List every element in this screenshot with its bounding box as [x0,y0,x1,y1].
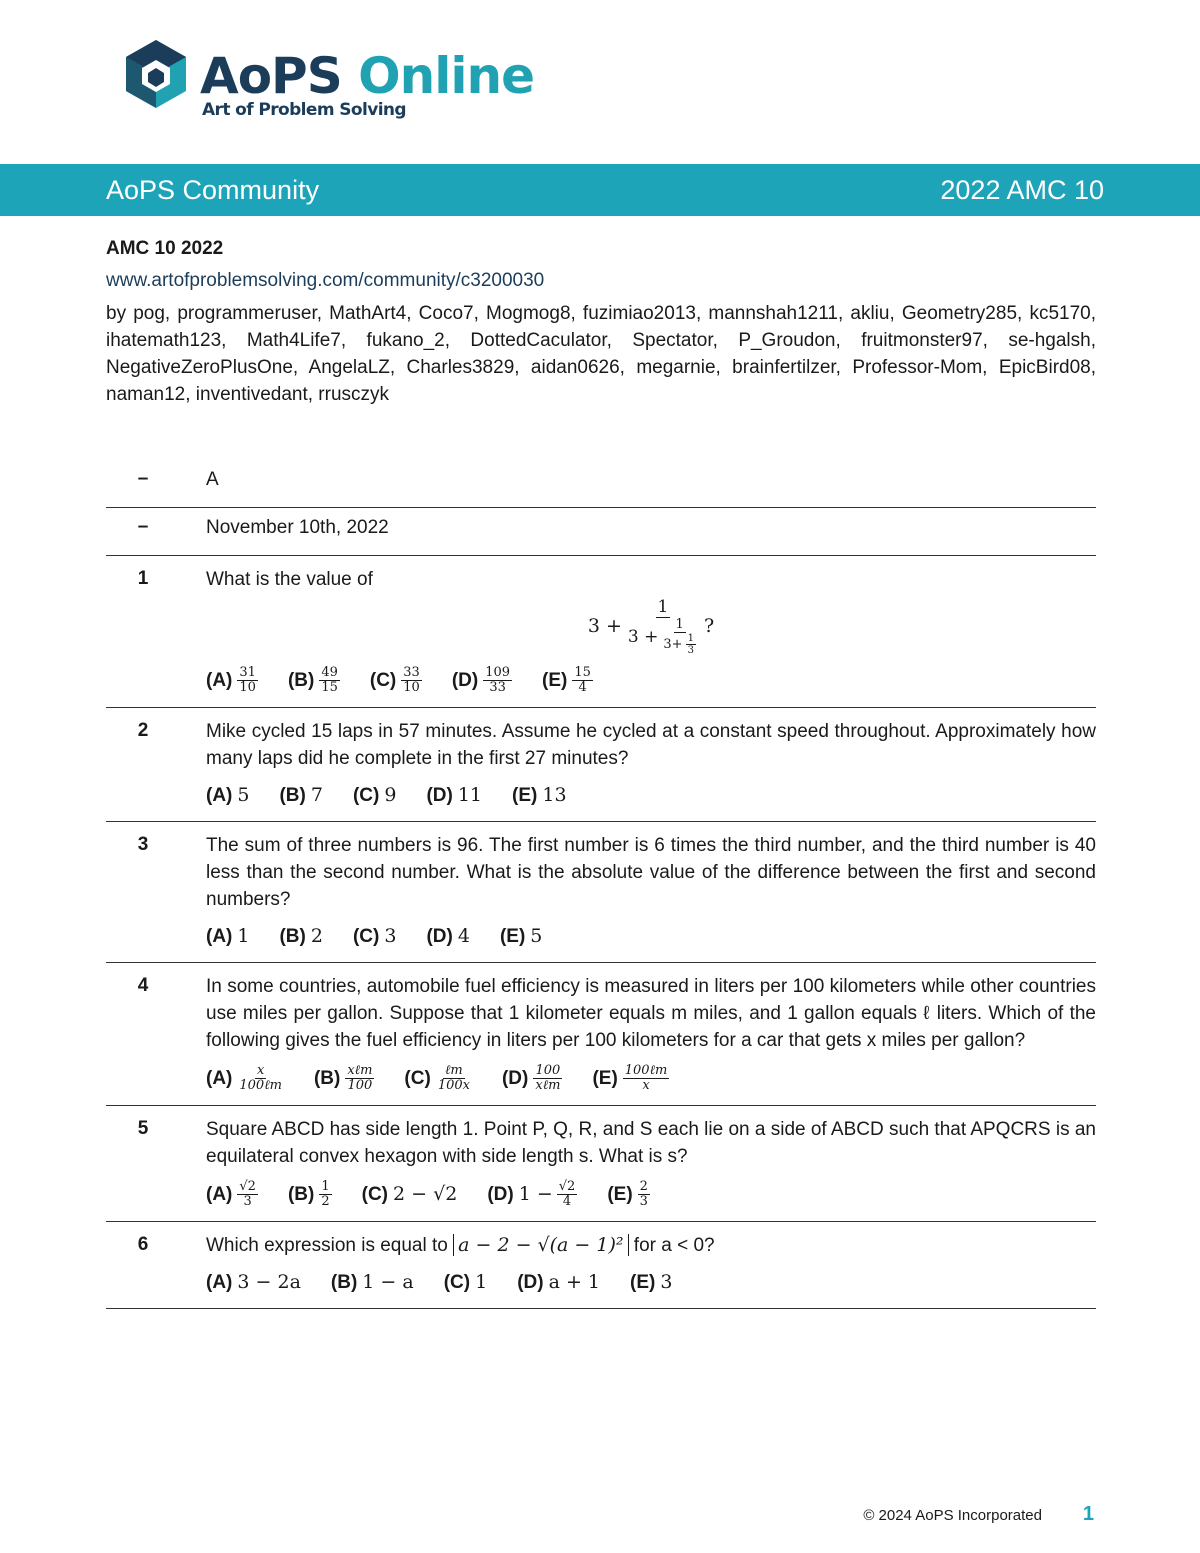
problem-2 [106,708,1096,822]
aops-online-logo[interactable] [124,38,544,128]
choice-b[interactable]: (B) 2 [279,925,323,947]
choice-d[interactable]: (D) $\frac{109}{33}$ [451,665,511,695]
answer-choices [206,1180,1096,1209]
choice-a[interactable]: (A) 1 [206,925,250,947]
problem-number: 5 [137,1118,149,1139]
continued-fraction: 3 + 1 3 + 1 3+ $\frac{1}{3}$ ? [587,597,715,656]
choice-b[interactable]: (B) $\frac{\text{xℓm}}{100}$ [313,1063,373,1093]
choice-c[interactable]: (C) 9 [352,784,397,806]
choice-d[interactable]: (D) 11 [426,784,483,806]
choice-d[interactable]: (D) 4 [426,925,470,947]
problem-1 [106,556,1096,708]
absolute-value-expression: a − 2 − √(a − 1)² [453,1234,628,1256]
problem-number: 4 [137,975,149,996]
problem-6 [106,1222,1096,1309]
choice-c[interactable]: (C) 1 [443,1271,488,1293]
problem-text: In some countries, automobile fuel efficiency is measured in liters per 100 kilometers while other countries use miles per gallon. Suppose that 1 kilometer equals m miles, and 1 gallon equals ℓ liters. Which of the following gives the fuel efficiency in liters per 100 kilometers for a car that gets x miles per gallon? [206,976,1096,1051]
choice-c[interactable]: (C) 2 − √2 [361,1183,458,1205]
contest-title: AMC 10 2022 [106,238,224,259]
choice-a[interactable]: (A) 5 [206,784,250,806]
row-marker: – [137,468,149,489]
aops-cube-icon [124,38,188,110]
logo-tagline: Art of Problem Solving [202,100,406,120]
choice-b[interactable]: (B) 1 − a [330,1271,414,1293]
header-row-contest [106,460,1096,508]
row-marker: – [137,516,149,537]
answer-choices [206,1064,1096,1093]
contest-meta [106,238,1096,408]
community-banner [0,164,1200,216]
choice-e[interactable]: (E) $\frac{15}{4}$ [542,665,591,695]
header-row-date [106,508,1096,556]
problem-4 [106,963,1096,1106]
choice-b[interactable]: (B) $\frac{49}{15}$ [287,665,338,695]
choice-a[interactable]: (A) $\frac{31}{10}$ [206,665,256,695]
problem-text: Square ABCD has side length 1. Point P, Q, R, and S each lie on a side of ABCD such that APQCRS is an equilateral convex hexagon with side length s. What is s? [206,1119,1096,1167]
choice-d[interactable]: (D) a + 1 [517,1271,601,1293]
problem-text: Which expression is equal to a − 2 − √(a − 1)² for a < 0? [206,1234,715,1256]
problem-5 [106,1106,1096,1222]
row-text: A [206,469,219,490]
choice-b[interactable]: (B) 7 [279,784,323,806]
banner-contest-title: 2022 AMC 10 [940,175,1104,205]
choice-c[interactable]: (C) 3 [352,925,397,947]
choice-e[interactable]: (E) $\frac{2}{3}$ [607,1179,648,1209]
choice-e[interactable]: (E) 3 [630,1271,673,1293]
problem-3 [106,822,1096,963]
row-text: November 10th, 2022 [206,517,389,538]
choice-b[interactable]: (B) $\frac{1}{2}$ [287,1179,330,1209]
page-number: 1 [1082,1503,1094,1525]
answer-choices [206,923,1096,950]
problem-text: The sum of three numbers is 96. The first number is 6 times the third number, and the third number is 40 less than the second number. What is the absolute value of the difference between the first and second numbers? [206,835,1096,910]
choice-e[interactable]: (E) 13 [512,784,567,806]
choice-d[interactable]: (D) $\frac{100}{\text{xℓm}}$ [501,1063,561,1093]
choice-d[interactable]: (D) 1 − $\frac{√2}{4}$ [487,1179,576,1209]
choice-e[interactable]: (E) $\frac{\text{100ℓm}}{x}$ [592,1063,668,1093]
problem-number: 1 [137,568,149,589]
problem-text: What is the value of [206,569,373,590]
answer-choices [206,1269,1096,1296]
logo-wordmark: AoPS Online [200,47,535,105]
problem-table [106,460,1096,1309]
problem-text: Mike cycled 15 laps in 57 minutes. Assume he cycled at a constant speed throughout. Approximately how many laps did he complete in the first 27 minutes? [206,721,1096,769]
community-link[interactable]: www.artofproblemsolving.com/community/c3200030 [106,270,545,291]
choice-e[interactable]: (E) 5 [499,925,543,947]
choice-c[interactable]: (C) $\frac{33}{10}$ [369,665,420,695]
choice-a[interactable]: (A) $\frac{x}{\text{100ℓm}}$ [206,1063,282,1093]
choice-c[interactable]: (C) $\frac{\text{ℓm}}{100x}$ [404,1063,470,1093]
authors-list: by pog, programmeruser, MathArt4, Coco7, Mogmog8, fuzimiao2013, mannshah1211, akliu, Geometry285, kc5170, ihatemath123, Math4Life7, fukano_2, DottedCaculator, Spectator, P_Groudon, fruitmonster97, se-hgalsh, NegativeZeroPlusOne, AngelaLZ, Charles3829, aidan0626, megarnie, brainfertilzer, Professor-Mom, EpicBird08, naman12, inventivedant, rrusczyk [106,303,1096,405]
footer-copyright: © 2024 AoPS Incorporated [863,1507,1042,1524]
banner-community-title: AoPS Community [106,175,320,205]
answer-choices [206,782,1096,809]
problem-number: 2 [137,720,149,741]
choice-a[interactable]: (A) $\frac{√2}{3}$ [206,1179,256,1209]
choice-a[interactable]: (A) 3 − 2a [206,1271,301,1293]
problem-number: 6 [137,1234,149,1255]
answer-choices [206,666,1096,695]
problem-number: 3 [137,834,149,855]
